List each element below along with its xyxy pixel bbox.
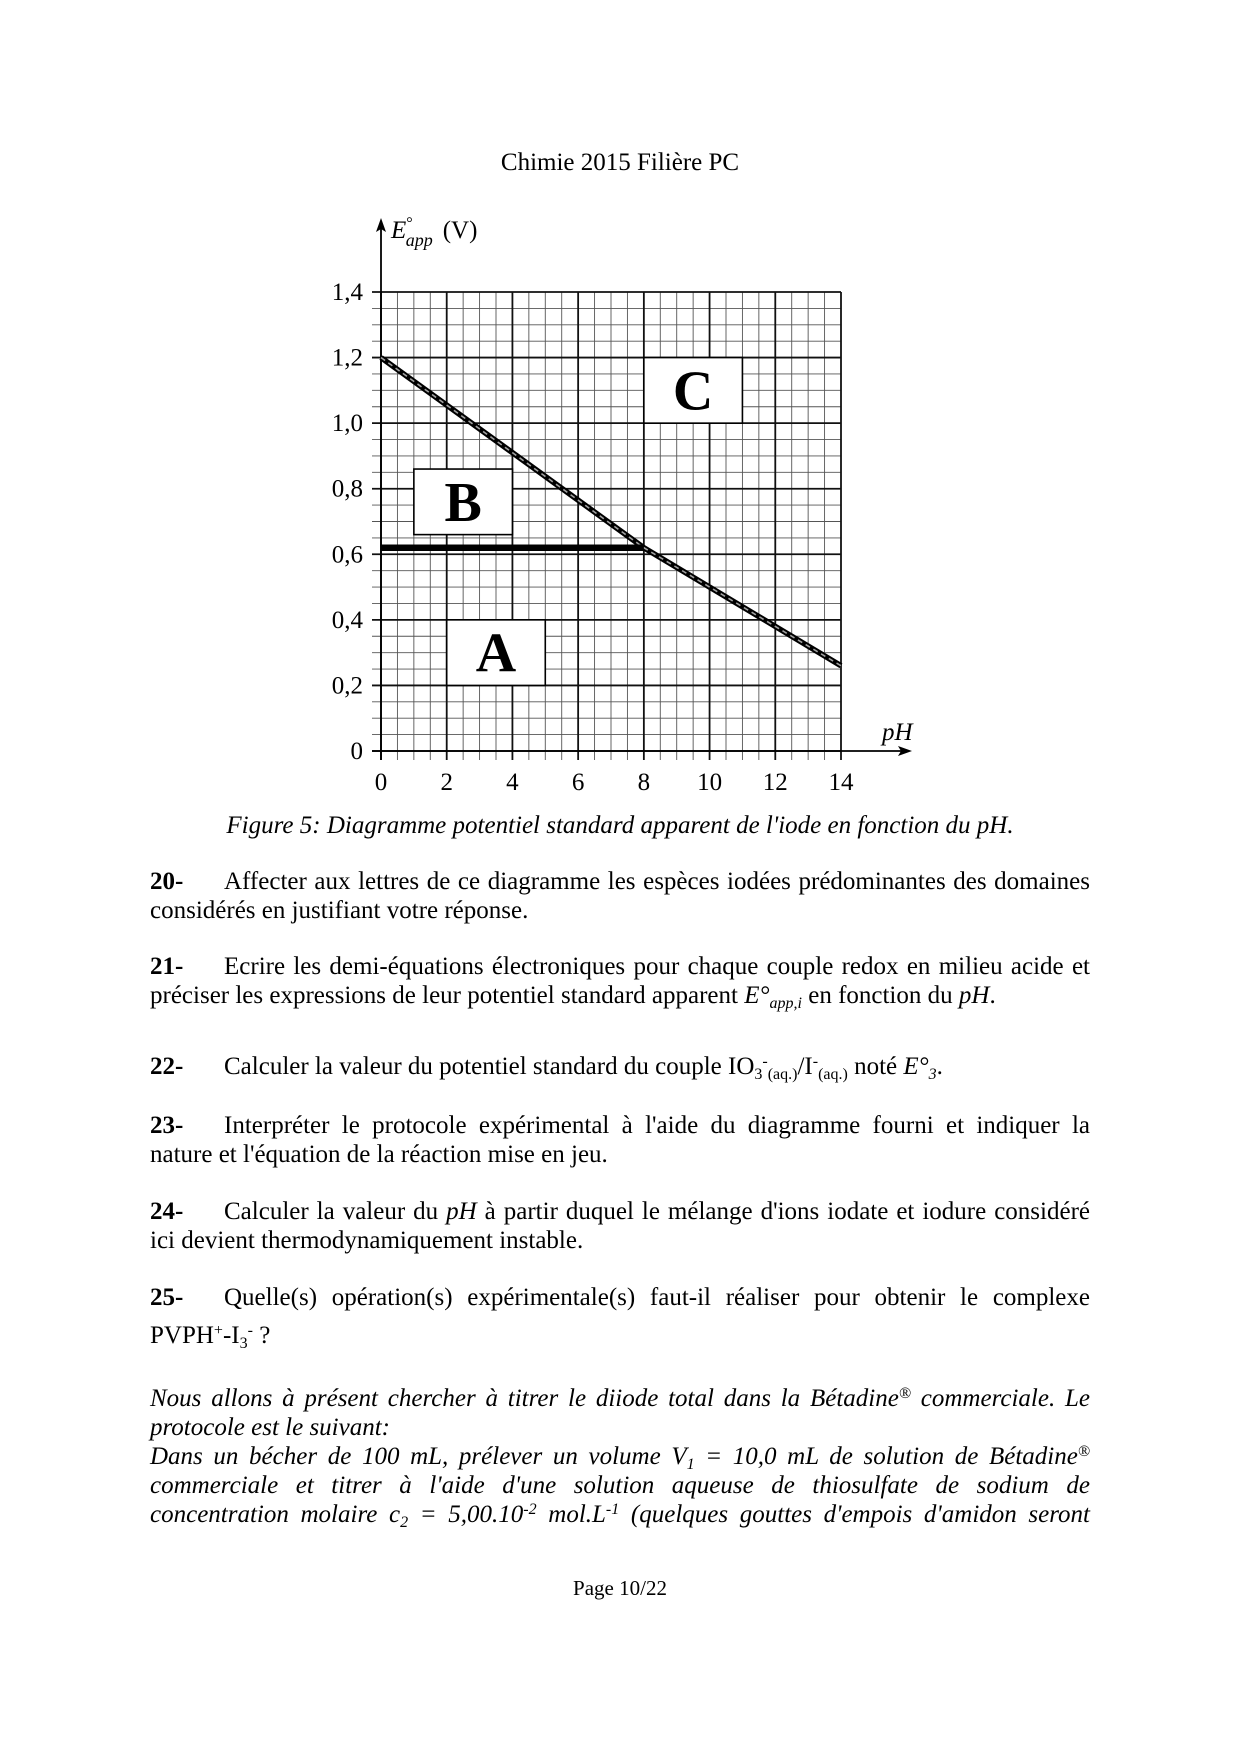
- x-tick-label: 0: [374, 769, 388, 796]
- y-label-symbol: E: [391, 217, 407, 244]
- formula-part: PVPH: [150, 1322, 214, 1349]
- y-label-subscript: app: [405, 230, 433, 250]
- protocol-text: mol.L: [536, 1501, 606, 1528]
- question-text: Quelle(s) opération(s) expérimentale(s) faut-il réaliser pour obtenir le complexe: [224, 1284, 1090, 1311]
- question-text: à partir duquel le mélange d'ions iodate et iodure considéré ici devient thermodynamiquement instable.: [150, 1198, 1090, 1254]
- question-text: en fonction du: [801, 982, 959, 1009]
- potential-symbol: E°: [744, 982, 770, 1009]
- question-21: [150, 952, 1090, 1013]
- protocol-text: = 5,00.10: [408, 1501, 524, 1528]
- ph-symbol: pH: [446, 1198, 477, 1225]
- complex-formula: [150, 1322, 253, 1353]
- x-tick-label: 12: [762, 769, 788, 796]
- registered-mark: ®: [898, 1385, 911, 1402]
- question-number: 25-: [150, 1284, 184, 1311]
- y-tick-label: 0,4: [331, 606, 363, 634]
- exponent: -1: [605, 1501, 620, 1518]
- y-label-unit: (V): [442, 217, 478, 244]
- region-label-b: B: [444, 471, 482, 534]
- question-text: .: [936, 1053, 943, 1080]
- y-tick-label: 0: [350, 738, 363, 765]
- question-number: 20-: [150, 868, 184, 895]
- figure-caption: [150, 811, 1090, 840]
- page-header: [150, 148, 1090, 177]
- potential-symbol: E°: [903, 1053, 929, 1080]
- potential-ph-diagram: [300, 200, 960, 800]
- protocol-paragraph: [150, 1384, 1091, 1532]
- potential-subscript: app,i: [769, 995, 802, 1013]
- question-text: Affecter aux lettres de ce diagramme les espèces iodées prédominantes des domaines considérés en justifiant votre réponse.: [150, 868, 1090, 924]
- question-number: 22-: [150, 1053, 184, 1080]
- registered-mark: ®: [1077, 1443, 1090, 1460]
- question-text: Calculer la valeur du: [224, 1198, 447, 1225]
- y-tick-label: 0,2: [331, 672, 363, 700]
- page-number: Page 10/22: [573, 1576, 667, 1600]
- protocol-text: = 10,0 mL de solution de Bétadine: [694, 1443, 1078, 1470]
- header-title: Chimie 2015 Filière PC: [500, 149, 740, 176]
- question-text: Calculer la valeur du potentiel standard du couple IO: [224, 1053, 755, 1080]
- x-tick-label: 8: [637, 769, 651, 796]
- y-axis-label: [390, 215, 477, 250]
- volume-symbol: V: [671, 1443, 687, 1470]
- volume-subscript: 1: [686, 1456, 695, 1474]
- question-22: [150, 1052, 1090, 1084]
- exponent: -2: [523, 1501, 537, 1518]
- subscript-3: 3: [754, 1066, 763, 1084]
- charge-superscript: -: [812, 1053, 819, 1070]
- page-footer: [150, 1576, 1090, 1600]
- question-number: 21-: [150, 953, 184, 980]
- charge-superscript: -: [247, 1322, 253, 1339]
- y-tick-label: 1,0: [331, 410, 363, 438]
- question-number: 23-: [150, 1112, 184, 1139]
- region-label-c: C: [672, 360, 714, 423]
- question-20: [150, 867, 1090, 925]
- figure-caption-text: Figure 5: Diagramme potentiel standard apparent de l'iode en fonction du pH.: [226, 812, 1014, 839]
- question-text: Interpréter le protocole expérimental à l'aide du diagramme fourni et indiquer la nature et l'équation de la réaction mise en jeu.: [150, 1112, 1090, 1168]
- y-tick-label: 1,4: [331, 279, 363, 306]
- y-tick-label: 0,6: [331, 541, 363, 569]
- protocol-text: (quelques gouttes d'empois d'amidon seront: [619, 1501, 1091, 1528]
- state-subscript: (aq.): [767, 1066, 798, 1084]
- protocol-text: commerciale. Le protocole est le suivant:: [150, 1385, 1090, 1441]
- potential-subscript: 3: [928, 1066, 937, 1084]
- subscript-3: 3: [239, 1335, 248, 1353]
- question-23: [150, 1111, 1090, 1169]
- state-subscript: (aq.): [818, 1066, 848, 1084]
- x-axis-label: pH: [882, 719, 913, 746]
- y-label-superscript: °: [406, 215, 413, 232]
- protocol-intro: [150, 1384, 1090, 1442]
- charge-superscript: -: [762, 1053, 768, 1070]
- question-text: noté: [847, 1053, 904, 1080]
- y-tick-label: 1,2: [331, 344, 363, 372]
- region-label-a: A: [475, 622, 517, 685]
- question-number: 24-: [150, 1198, 184, 1225]
- question-text: /I: [797, 1053, 813, 1080]
- y-tick-label: 0,8: [331, 475, 363, 503]
- concentration-symbol: c: [389, 1501, 401, 1528]
- protocol-text: Dans un bécher de 100 mL, prélever un volume: [150, 1443, 672, 1470]
- x-tick-label: 2: [440, 769, 453, 796]
- protocol-text: Nous allons à présent chercher à titrer le diiode total dans la Bétadine: [150, 1385, 899, 1412]
- protocol-text: commerciale et titrer à l'aide d'une solution aqueuse de thiosulfate de sodium de concentration molaire: [150, 1472, 1090, 1528]
- question-24: [150, 1197, 1090, 1255]
- ph-symbol: pH: [958, 982, 990, 1009]
- x-tick-label: 14: [828, 769, 854, 796]
- x-tick-label: 10: [697, 769, 723, 796]
- question-25: [150, 1279, 1090, 1355]
- question-text: ?: [252, 1322, 271, 1349]
- charge-superscript: +: [213, 1322, 223, 1339]
- protocol-steps: [150, 1442, 1091, 1532]
- question-text: .: [989, 982, 996, 1009]
- x-tick-label: 4: [506, 769, 519, 796]
- question-text: Ecrire les demi-équations électroniques pour chaque couple redox en milieu acide et préciser les expressions de leur potentiel standard apparent: [150, 953, 1090, 1009]
- formula-part: -I: [222, 1322, 240, 1349]
- x-tick-label: 6: [571, 769, 585, 796]
- concentration-subscript: 2: [400, 1514, 409, 1532]
